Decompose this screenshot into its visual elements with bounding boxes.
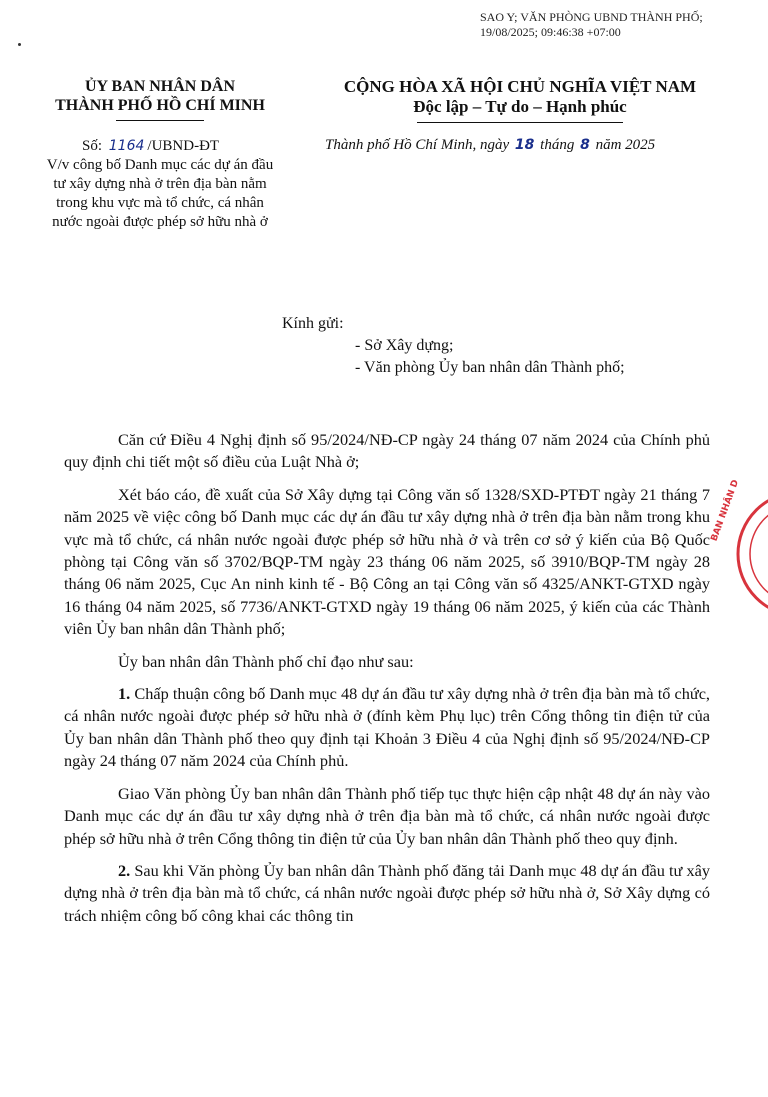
body-paragraph-item-1 [64, 683, 710, 773]
copy-note-line-1: SAO Y; VĂN PHÒNG UBND THÀNH PHỐ; [480, 10, 703, 24]
doc-number-suffix: /UBND-ĐT [147, 138, 220, 154]
body-paragraph-considering: Xét báo cáo, đề xuất của Sở Xây dựng tại Công văn số 1328/SXD-PTĐT ngày 21 tháng 7 năm 2025 về việc công bố Danh mục các dự án đầu tư xây dựng nhà ở trên địa bàn nằm trong khu vực mà tổ chức, cá nhân nước ngoài được phép sở hữu nhà ở và trên cơ sở ý kiến của Bộ Quốc phòng tại Công văn số 3702/BQP-TM ngày 23 tháng 06 năm 2025, số 3910/BQP-TM ngày 28 tháng 06 năm 2025, Cục An ninh kinh tế - Bộ Công an tại Công văn số 4325/ANKT-GTXD ngày 16 tháng 04 năm 2025, số 7736/ANKT-GTXD ngày 19 tháng 06 năm 2025, ý kiến của các Thành viên Ủy ban nhân dân Thành phố; [64, 484, 710, 639]
body-paragraph-legal-basis: Căn cứ Điều 4 Nghị định số 95/2024/NĐ-CP ngày 24 tháng 07 năm 2024 của Chính phủ quy định chi tiết một số điều của Luật Nhà ở; [64, 430, 710, 472]
item-2-text: Sau khi Văn phòng Ủy ban nhân dân Thành phố đăng tải Danh mục 48 dự án đầu tư xây dựng nhà ở trên địa bàn mà tổ chức, cá nhân nước ngoài được phép sở hữu nhà ở, Sở Xây dựng có trách nhiệm công bố công khai các thông tin [64, 860, 711, 925]
document-number [82, 137, 282, 155]
item-number: 1. [118, 684, 131, 704]
body-paragraph-assignment: Giao Văn phòng Ủy ban nhân dân Thành phố tiếp tục thực hiện cập nhật 48 dự án này vào Danh mục các dự án đầu tư xây dựng nhà ở trên địa bàn mà tổ chức, cá nhân nước ngoài được phép sở hữu nhà ở trên Cổng thông tin điện tử của Ủy ban nhân dân Thành phố theo quy định. [64, 783, 710, 848]
body-paragraph-item-2 [64, 860, 710, 927]
recipients-label: Kính gửi: [282, 315, 344, 332]
national-motto-header [315, 77, 725, 123]
seal-inner-ring [750, 504, 768, 604]
doc-number-handwritten: 1164 [108, 138, 145, 154]
red-seal-stamp [709, 478, 768, 608]
body-paragraph-directive-intro: Ủy ban nhân dân Thành phố chỉ đạo như sau: [118, 651, 414, 671]
issuer-underline [116, 120, 204, 121]
date-year: năm 2025 [595, 137, 656, 153]
document-subject: V/v công bố Danh mục các dự án đầu tư xây dựng nhà ở trên địa bàn nằm trong khu vực mà tổ chức, cá nhân nước ngoài được phép sở hữu nhà ở [46, 157, 274, 230]
document-body [64, 429, 710, 937]
recipient-item: - Sở Xây dựng; [355, 337, 454, 354]
issuer-line-2: THÀNH PHỐ HỒ CHÍ MINH [55, 97, 265, 114]
date-line [325, 136, 745, 154]
date-day-handwritten: 18 [514, 137, 535, 153]
item-1-text: Chấp thuận công bố Danh mục 48 dự án đầu tư xây dựng nhà ở trên địa bàn mà tổ chức, cá nhân nước ngoài được phép sở hữu nhà ở (đính kèm Phụ lục) trên Cổng thông tin điện tử của Ủy ban nhân dân Thành phố theo quy định tại Khoản 3 Điều 4 của Nghị định số 95/2024/NĐ-CP ngày 24 tháng 07 năm 2024 của Chính phủ. [64, 684, 710, 771]
seal-text: BAN NHÂN D [709, 478, 742, 543]
motto-line-2: Độc lập – Tự do – Hạnh phúc [413, 97, 627, 116]
recipients-block [280, 313, 720, 379]
copy-note-line-2: 19/08/2025; 09:46:38 +07:00 [480, 25, 621, 39]
motto-underline [417, 122, 623, 123]
motto-line-1: CỘNG HÒA XÃ HỘI CHỦ NGHĨA VIỆT NAM [343, 77, 697, 96]
digital-copy-note [480, 10, 750, 40]
date-month-label: tháng [540, 137, 575, 153]
issuer-line-1: ỦY BAN NHÂN DÂN [84, 78, 236, 95]
recipient-item: - Văn phòng Ủy ban nhân dân Thành phố; [355, 359, 625, 376]
item-number: 2. [118, 860, 131, 880]
issuer-header [40, 77, 280, 121]
date-month-handwritten: 8 [580, 137, 590, 153]
date-place: Thành phố Hồ Chí Minh, ngày [325, 137, 510, 153]
scan-speck [18, 43, 21, 46]
seal-outer-ring [738, 492, 768, 616]
doc-number-prefix: Số: [82, 138, 103, 154]
seal-graphic [709, 478, 768, 608]
